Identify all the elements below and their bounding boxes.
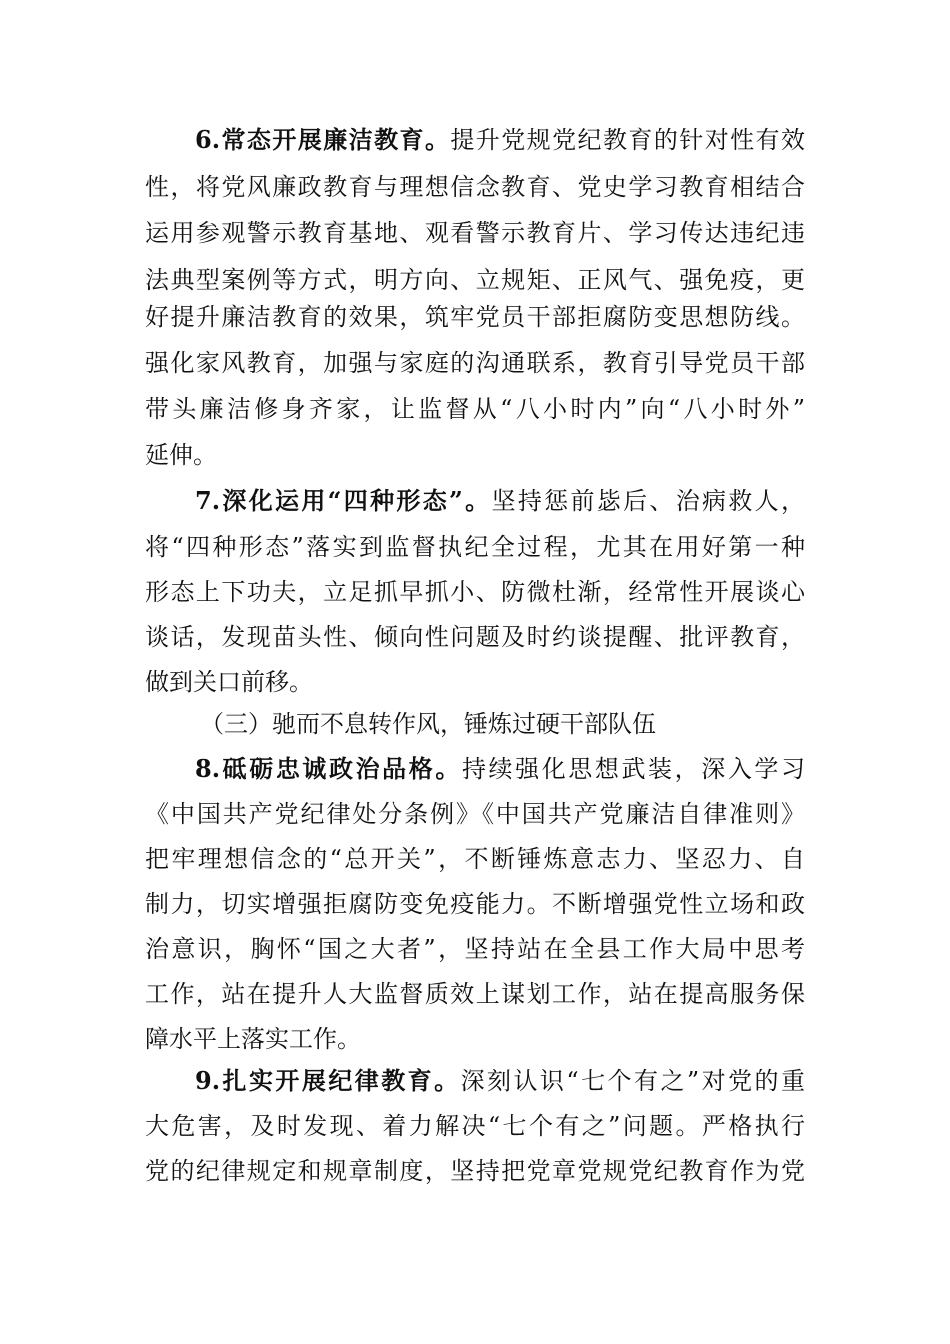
paragraph-8-line-3: 把牢理想信念的“总开关”，不断锤炼意志力、坚忍力、自 [145, 845, 805, 873]
paragraph-6-line-4: 法典型案例等方式，明方向、立规矩、正风气、强免疫，更 [145, 266, 805, 294]
paragraph-7-line-2: 将“四种形态”落实到监督执纪全过程，尤其在用好第一种 [145, 533, 805, 561]
paragraph-9-line-2: 大危害，及时发现、着力解决“七个有之”问题。严格执行 [145, 1112, 805, 1140]
paragraph-6-line-7: 带头廉洁修身齐家，让监督从“八小时内”向“八小时外” [145, 395, 805, 423]
paragraph-6-line-3: 运用参观警示教育基地、观看警示教育片、学习传达违纪违 [145, 219, 805, 247]
paragraph-7-line-3: 形态上下功夫，立足抓早抓小、防微杜渐，经常性开展谈心 [145, 578, 805, 606]
paragraph-6-text: 提升党规党纪教育的针对性有效 [450, 126, 805, 154]
paragraph-7-line-5: 做到关口前移。 [145, 668, 313, 696]
paragraph-7-line-1 [195, 485, 805, 517]
paragraph-8-heading: 8.砥砺忠诚政治品格。 [195, 754, 462, 783]
paragraph-8-line-1 [195, 753, 805, 785]
paragraph-9-line-3: 党的纪律规定和规章制度，坚持把党章党规党纪教育作为党 [145, 1157, 805, 1185]
paragraph-8-line-6: 工作，站在提升人大监督质效上谋划工作，站在提高服务保 [145, 980, 805, 1008]
paragraph-8-text: 持续强化思想武装，深入学习 [461, 755, 805, 783]
paragraph-6-line-6: 强化家风教育，加强与家庭的沟通联系，教育引导党员干部 [145, 349, 805, 377]
paragraph-6-line-1 [195, 124, 805, 156]
paragraph-8-line-2: 《中国共产党纪律处分条例》《中国共产党廉洁自律准则》 [145, 800, 805, 828]
section-subheading: （三）驰而不息转作风，锤炼过硬干部队伍 [200, 710, 656, 738]
paragraph-6-line-8: 延伸。 [145, 441, 217, 469]
paragraph-6-heading: 6.常态开展廉洁教育。 [195, 125, 451, 154]
paragraph-7-line-4: 谈话，发现苗头性、倾向性问题及时约谈提醒、批评教育， [145, 623, 805, 651]
paragraph-6-line-2: 性，将党风廉政教育与理想信念教育、党史学习教育相结合 [145, 173, 805, 201]
paragraph-8-line-5: 治意识，胸怀“国之大者”，坚持站在全县工作大局中思考 [145, 935, 805, 963]
paragraph-6-line-5: 好提升廉洁教育的效果，筑牢党员干部拒腐防变思想防线。 [145, 303, 805, 331]
paragraph-7-heading: 7.深化运用“四种形态”。 [195, 486, 492, 515]
paragraph-7-text: 坚持惩前毖后、治病救人， [491, 487, 806, 515]
paragraph-9-text: 深刻认识“七个有之”对党的重 [460, 1067, 805, 1095]
paragraph-8-line-4: 制力，切实增强拒腐防变免疫能力。不断增强党性立场和政 [145, 890, 805, 918]
paragraph-8-line-7: 障水平上落实工作。 [145, 1025, 361, 1053]
paragraph-9-heading: 9.扎实开展纪律教育。 [195, 1066, 461, 1095]
paragraph-9-line-1 [195, 1065, 805, 1097]
